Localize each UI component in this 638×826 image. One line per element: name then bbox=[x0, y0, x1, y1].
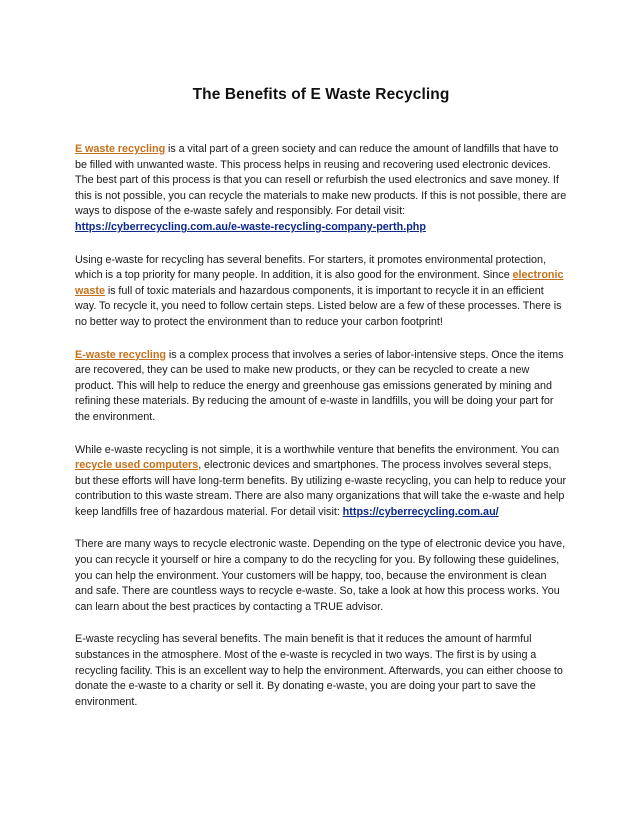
link-electronic-waste[interactable]: electronic waste bbox=[75, 269, 564, 297]
paragraph-2-text-b: is full of toxic materials and hazardous components, it is important to recycle it in an efficient way. To recycle it, you need to follow certain steps. Listed below are a few of these processes. There is no better way to protect the environment than to reduce your carbon footprint! bbox=[75, 284, 562, 328]
document-page bbox=[75, 86, 567, 727]
paragraph-4-text-a: While e-waste recycling is not simple, it is a worthwhile venture that benefits the environment. You can bbox=[75, 443, 560, 456]
paragraph-5-text: There are many ways to recycle electronic waste. Depending on the type of electronic device you have, you can recycle it yourself or hire a company to do the recycling for you. By following these guidelines, you can help the environment. Your customers will be happy, too, because the environment is clean and safe. There are countless ways to recycle e-waste. So, take a look at how this process works. You can learn about the best practices by contacting a TRUE advisor. bbox=[75, 538, 566, 613]
paragraph-1-text: is a vital part of a green society and can reduce the amount of landfills that have to be filled with unwanted waste. This process helps in reusing and recovering used electronic devices. The best part of this process is that you can resell or refurbish the used electronics and save money. If this is not possible, you can recycle the materials to make new products. If this is not possible, there are ways to dispose of the e-waste safely and responsibly. For detail visit: bbox=[75, 143, 567, 218]
link-e-waste-recycling[interactable]: E waste recycling bbox=[75, 143, 166, 155]
page-title: The Benefits of E Waste Recycling bbox=[192, 86, 450, 103]
paragraph-3-text: is a complex process that involves a series of labor-intensive steps. Once the items are recovered, they can be used to make new products, or they can be recycled to create a new product. This will help to reduce the energy and greenhouse gas emissions generated by mining and refining these materials. By reducing the amount of e-waste in landfills, you will be doing your part for the environment. bbox=[75, 348, 564, 423]
paragraph-4 bbox=[75, 443, 567, 521]
paragraph-6-text: E-waste recycling has several benefits. The main benefit is that it reduces the amount of harmful substances in the atmosphere. Most of the e-waste is recycled in two ways. The first is by using a recycling facility. This is an excellent way to help the environment. Afterwards, you can either choose to donate the e-waste to a charity or sell it. By donating e-waste, you are doing your part to save the environment. bbox=[75, 633, 563, 708]
paragraph-3 bbox=[75, 348, 567, 426]
paragraph-6 bbox=[75, 632, 567, 710]
paragraph-2-text-a: Using e-waste for recycling has several benefits. For starters, it promotes environmental protection, which is a top priority for many people. In addition, it is also good for the environment. Since bbox=[75, 253, 547, 282]
link-recycle-used-computers[interactable]: recycle used computers bbox=[75, 459, 199, 472]
link-perth-company-url[interactable]: https://cyberrecycling.com.au/e-waste-recycling-company-perth.php bbox=[75, 220, 426, 233]
paragraph-2 bbox=[75, 253, 567, 331]
paragraph-5 bbox=[75, 537, 567, 615]
link-homepage-url[interactable]: https://cyberrecycling.com.au/ bbox=[342, 505, 499, 518]
paragraph-4-text-b: , electronic devices and smartphones. The process involves several steps, but these efforts will have long-term benefits. By utilizing e-waste recycling, you can help to reduce your contribution to this waste stream. There are also many organizations that will take the e-waste and help keep landfills free of hazardous material. For detail visit: bbox=[75, 459, 567, 518]
link-e-waste-recycling-2[interactable]: E-waste recycling bbox=[75, 348, 167, 361]
paragraph-1 bbox=[75, 142, 567, 236]
